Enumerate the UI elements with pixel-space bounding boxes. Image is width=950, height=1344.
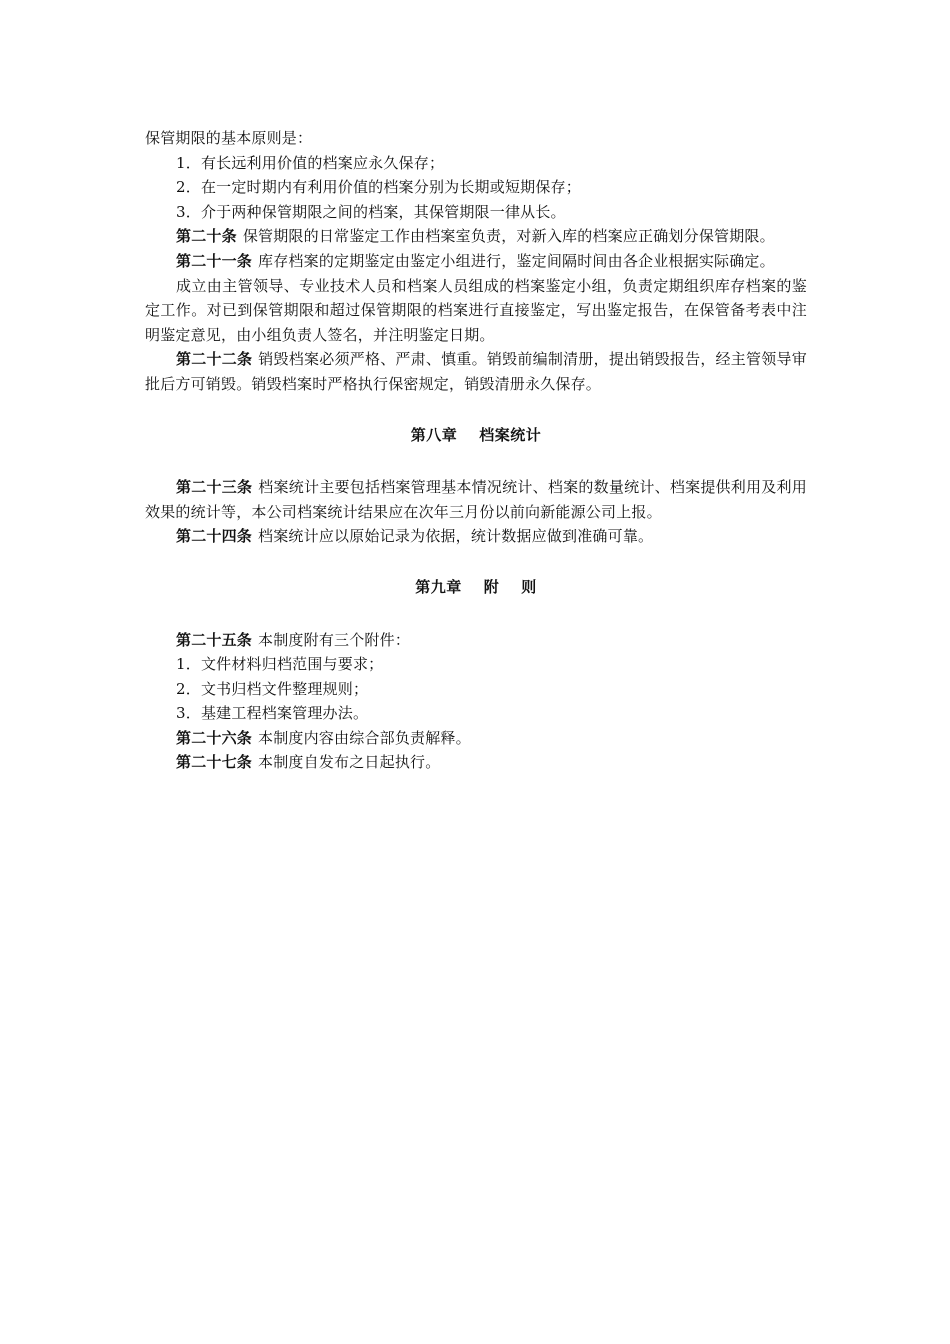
article-20-label: 第二十条 xyxy=(176,227,237,246)
article-23 xyxy=(145,475,807,524)
retention-principle-2: 2．在一定时期内有利用价值的档案分别为长期或短期保存； xyxy=(176,178,581,197)
chapter-9-heading xyxy=(145,575,807,600)
article-26 xyxy=(145,726,807,751)
article-25-text: 本制度附有三个附件： xyxy=(258,630,411,649)
article-21-label: 第二十一条 xyxy=(176,251,253,270)
article-20-text: 保管期限的日常鉴定工作由档案室负责，对新入库的档案应正确划分保管期限。 xyxy=(242,227,775,246)
retention-principle-1: 1．有长远利用价值的档案应永久保存； xyxy=(176,153,445,172)
attachment-3: 3．基建工程档案管理办法。 xyxy=(176,704,369,723)
article-21 xyxy=(145,249,807,274)
chapter-8-heading xyxy=(145,423,807,448)
article-24 xyxy=(145,524,807,549)
document-body xyxy=(145,126,807,775)
article-24-text: 档案统计应以原始记录为依据，统计数据应做到准确可靠。 xyxy=(258,527,654,546)
article-27-text: 本制度自发布之日起执行。 xyxy=(258,753,441,772)
attachment-1: 1．文件材料归档范围与要求； xyxy=(176,655,384,674)
article-26-text: 本制度内容由综合部负责解释。 xyxy=(258,728,471,747)
article-22-label: 第二十二条 xyxy=(176,350,253,369)
article-27-label: 第二十七条 xyxy=(176,753,253,772)
chapter-8-number: 第八章 xyxy=(410,425,458,444)
article-23-label: 第二十三条 xyxy=(176,478,253,497)
article-25-label: 第二十五条 xyxy=(176,630,253,649)
article-25 xyxy=(145,628,807,653)
article-20 xyxy=(145,224,807,249)
article-26-label: 第二十六条 xyxy=(176,728,253,747)
chapter-9-title-part1: 附 xyxy=(483,577,500,596)
article-21-paragraph: 成立由主管领导、专业技术人员和档案人员组成的档案鉴定小组，负责定期组织库存档案的鉴定工作。对已到保管期限和超过保管期限的档案进行直接鉴定，写出鉴定报告，在保管备考表中注明鉴定意见，由小组负责人签名，并注明鉴定日期。 xyxy=(145,276,807,344)
article-27 xyxy=(145,750,807,775)
chapter-9-title-part2: 则 xyxy=(521,577,537,596)
chapter-9-number: 第九章 xyxy=(415,577,462,596)
retention-principle-3: 3．介于两种保管期限之间的档案，其保管期限一律从长。 xyxy=(176,202,566,221)
attachment-2: 2．文书归档文件整理规则； xyxy=(176,679,369,698)
chapter-8-title: 档案统计 xyxy=(479,425,542,444)
article-24-label: 第二十四条 xyxy=(176,527,253,546)
retention-principle-intro: 保管期限的基本原则是： xyxy=(145,129,313,147)
article-22-text: 销毁档案必须严格、严肃、慎重。销毁前编制清册，提出销毁报告，经主管领导审批后方可销毁。销毁档案时严格执行保密规定，销毁清册永久保存。 xyxy=(145,350,807,393)
article-21-text: 库存档案的定期鉴定由鉴定小组进行，鉴定间隔时间由各企业根据实际确定。 xyxy=(258,251,775,270)
article-22 xyxy=(145,347,807,396)
article-23-text: 档案统计主要包括档案管理基本情况统计、档案的数量统计、档案提供利用及利用效果的统计等，本公司档案统计结果应在次年三月份以前向新能源公司上报。 xyxy=(145,478,807,521)
